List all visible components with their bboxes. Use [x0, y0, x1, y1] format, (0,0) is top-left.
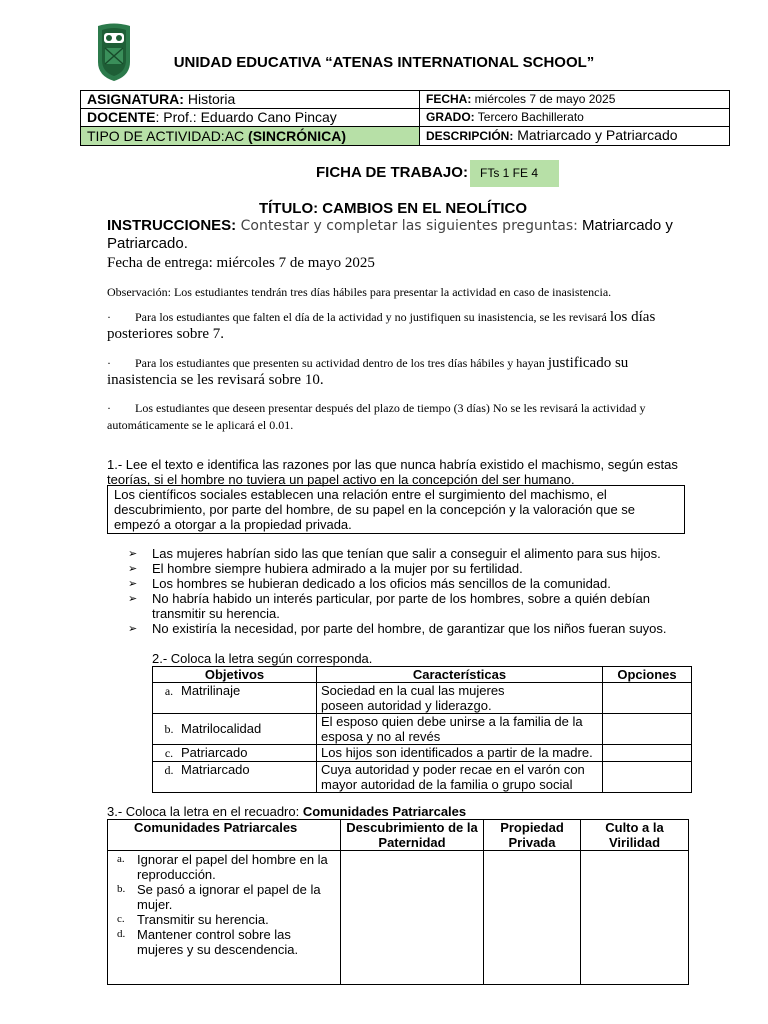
school-name: UNIDAD EDUCATIVA “ATENAS INTERNATIONAL SCHOOL”	[173, 54, 595, 71]
description-value: Matriarcado y Patriarcado	[513, 127, 678, 143]
teacher-cell	[81, 109, 420, 127]
grade-value: Tercero Bachillerato	[474, 110, 584, 124]
subject-label: ASIGNATURA:	[87, 91, 184, 107]
column-header: Comunidades Patriarcales	[108, 820, 341, 851]
objective-text: Patriarcado	[181, 745, 248, 760]
worksheet-code: FTs 1 FE 4	[470, 160, 559, 187]
option-answer-cell[interactable]	[603, 745, 692, 762]
item-text: Mantener control sobre las mujeres y su descendencia.	[137, 927, 299, 957]
row-letter: a.	[164, 684, 174, 698]
row-letter: d.	[164, 763, 174, 777]
subject-cell	[81, 91, 420, 109]
item-text: Ignorar el papel del hombre en la reproducción.	[137, 852, 328, 882]
question-1-textbox: Los científicos sociales establecen una relación entre el surgimiento del machismo, el descubrimiento, por parte del hombre, de su papel en la concepción y la valoración que se empezó a otorgar a la propiedad privada.	[107, 485, 685, 534]
objective-cell	[153, 683, 317, 714]
item-text: Se pasó a ignorar el papel de la mujer.	[137, 882, 321, 912]
classification-table	[107, 819, 689, 985]
objective-text: Matriarcado	[181, 762, 250, 777]
question-1-prompt: 1.- Lee el texto e identifica las razones por las que nunca habría existido el machismo, según estas teorías, si el hombre no tuviera un papel activo en la concepción del ser humano.	[107, 457, 678, 487]
rule-text: Para los estudiantes que presenten su actividad dentro de los tres días hábiles y hayan	[135, 356, 548, 370]
rule-emphasis: justificado su inasistencia se les revisará sobre 10.	[107, 355, 629, 388]
date-value: miércoles 7 de mayo 2025	[471, 92, 616, 106]
objective-text: Matrilinaje	[181, 683, 241, 698]
list-item-text: El hombre siempre hubiera admirado a la mujer por su fertilidad.	[152, 561, 523, 576]
arrow-bullet-icon: ➢	[128, 592, 138, 605]
teacher-value: : Prof.: Eduardo Cano Pincay	[155, 109, 337, 125]
instructions-label: INSTRUCCIONES:	[107, 217, 237, 234]
rule-bullet: ·	[107, 310, 111, 324]
description-label: DESCRIPCIÓN:	[426, 129, 514, 143]
rule-item	[107, 400, 687, 434]
virility-answer-cell[interactable]	[581, 851, 689, 985]
column-header: Descubrimiento de la Paternidad	[341, 820, 484, 851]
rule-bullet: ·	[107, 401, 111, 415]
question-2-prompt: 2.- Coloca la letra según corresponda.	[152, 651, 373, 666]
observation: Observación: Los estudiantes tendrán tres días hábiles para presentar la actividad en caso de inasistencia.	[107, 285, 612, 299]
column-header: Propiedad Privada	[484, 820, 581, 851]
objective-cell	[153, 745, 317, 762]
option-answer-cell[interactable]	[603, 714, 692, 745]
school-logo	[96, 22, 132, 82]
column-header: Opciones	[603, 667, 692, 683]
question-3-prompt	[107, 804, 466, 819]
date-cell	[420, 91, 730, 109]
activity-mode: (SINCRÓNICA)	[248, 127, 347, 144]
list-item	[117, 852, 335, 882]
rule-item	[107, 309, 687, 343]
rule-text: Los estudiantes que deseen presentar después del plazo de tiempo (3 días) No se les revisará la actividad y automáticamente se le aplicará el 0.01.	[107, 401, 646, 432]
description-cell	[420, 127, 730, 146]
item-text: Transmitir su herencia.	[137, 912, 269, 927]
column-header: Culto a la Virilidad	[581, 820, 689, 851]
arrow-bullet-icon: ➢	[128, 577, 138, 590]
list-item	[128, 546, 688, 561]
objective-cell	[153, 714, 317, 745]
header-row	[81, 109, 730, 127]
property-answer-cell[interactable]	[484, 851, 581, 985]
question-3-topic: Comunidades Patriarcales	[302, 804, 467, 819]
list-item	[128, 576, 688, 591]
list-item-text: Las mujeres habrían sido las que tenían que salir a conseguir el alimento para sus hijos.	[152, 546, 661, 561]
activity-type-cell	[81, 127, 420, 146]
list-item	[128, 561, 688, 576]
row-letter: c.	[164, 746, 174, 760]
list-item-text: No habría habido un interés particular, por parte de los hombres, sobre a quién debían transmitir su herencia.	[152, 591, 650, 621]
table-header-row	[153, 667, 692, 683]
rule-text: Para los estudiantes que falten el día de la actividad y no justifiquen su inasistencia, se les revisará	[135, 310, 610, 324]
grade-cell	[420, 109, 730, 127]
header-row	[81, 127, 730, 146]
arrow-bullet-icon: ➢	[128, 562, 138, 575]
header-table	[80, 90, 730, 146]
teacher-label: DOCENTE	[87, 109, 156, 125]
rule-item	[107, 355, 687, 389]
rule-bullet: ·	[107, 356, 111, 370]
arrow-bullet-icon: ➢	[128, 622, 138, 635]
grade-label: GRADO:	[426, 110, 475, 124]
table-row	[108, 851, 689, 985]
arrow-bullet-icon: ➢	[128, 547, 138, 560]
rule-emphasis: los días posteriores sobre 7.	[107, 309, 656, 342]
table-row	[153, 762, 692, 793]
objective-cell	[153, 762, 317, 793]
header-row	[81, 91, 730, 109]
date-label: FECHA:	[426, 92, 472, 106]
answer-options-list	[128, 546, 688, 636]
table-row	[153, 683, 692, 714]
communities-cell	[108, 851, 341, 985]
characteristic-cell: Los hijos son identificados a partir de la madre.	[317, 745, 603, 762]
column-header: Objetivos	[153, 667, 317, 683]
paternity-answer-cell[interactable]	[341, 851, 484, 985]
list-item-text: Los hombres se hubieran dedicado a los oficios más sencillos de la comunidad.	[152, 576, 611, 591]
subject-value: Historia	[183, 91, 236, 107]
list-item	[117, 882, 335, 912]
list-item	[117, 927, 335, 957]
item-letter: a.	[117, 853, 125, 865]
option-answer-cell[interactable]	[603, 762, 692, 793]
activity-type-label: TIPO DE ACTIVIDAD:	[87, 127, 225, 144]
option-answer-cell[interactable]	[603, 683, 692, 714]
table-header-row	[108, 820, 689, 851]
activity-type-value: AC	[224, 127, 249, 144]
due-date: Fecha de entrega: miércoles 7 de mayo 2025	[107, 255, 375, 271]
row-letter: b.	[164, 722, 174, 736]
table-row	[153, 714, 692, 745]
characteristic-cell: Sociedad en la cual las mujeres poseen autoridad y liderazgo.	[317, 683, 603, 714]
page-title: TÍTULO: CAMBIOS EN EL NEOLÍTICO	[258, 200, 528, 217]
list-item-text: No existiría la necesidad, por parte del hombre, de garantizar que los niños fueran suyos.	[152, 621, 667, 636]
table-row	[153, 745, 692, 762]
item-letter: c.	[117, 913, 125, 925]
list-item	[128, 621, 688, 636]
list-item	[117, 912, 335, 927]
instructions-topic: Matriarcado y Patriarcado.	[107, 217, 673, 252]
item-letter: d.	[117, 928, 126, 940]
question-3-text: 3.- Coloca la letra en el recuadro:	[107, 804, 303, 819]
communities-list	[109, 852, 339, 957]
characteristic-cell: Cuya autoridad y poder recae en el varón con mayor autoridad de la familia o grupo social	[317, 762, 603, 793]
characteristic-cell: El esposo quien debe unirse a la familia de la esposa y no al revés	[317, 714, 603, 745]
matching-table	[152, 666, 692, 793]
objective-text: Matrilocalidad	[181, 721, 262, 736]
list-item	[128, 591, 688, 621]
item-letter: b.	[117, 883, 126, 895]
instructions-text: Contestar y completar las siguientes preguntas:	[236, 218, 578, 234]
instructions	[107, 217, 687, 253]
worksheet-label: FICHA DE TRABAJO:	[316, 164, 468, 181]
column-header: Características	[317, 667, 603, 683]
